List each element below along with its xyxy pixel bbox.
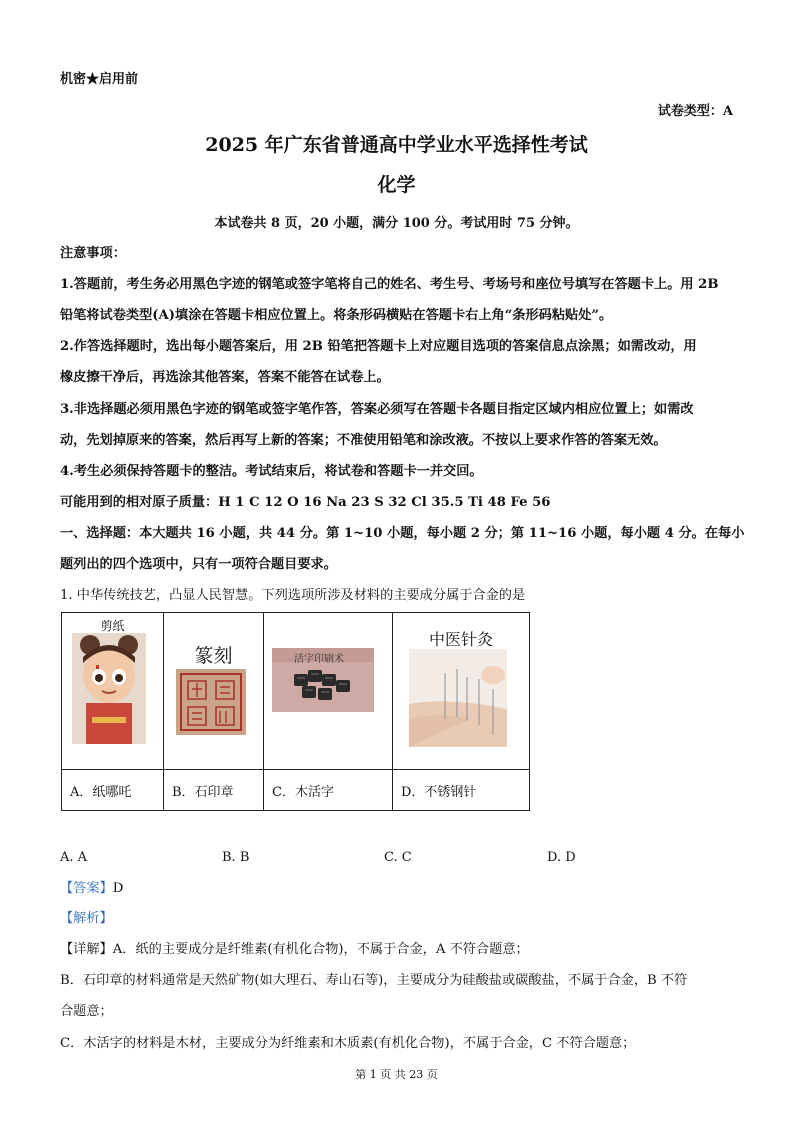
question-options-table <box>61 612 530 811</box>
detail-label: 【详解】 <box>60 942 113 957</box>
answer-value: D <box>112 881 124 896</box>
notice-line: 1.答题前，考生务必用黑色字迹的钢笔或签字笔将自己的姓名、考生号、考场号和座位号填写在答题卡上。用 2B <box>60 277 719 292</box>
detail-line: B．石印章的材料通常是天然矿物(如大理石、寿山石等)，主要成分为硅酸盐或碳酸盐，不属于合金，B 不符 <box>60 973 688 988</box>
choice-d[interactable]: D. D <box>547 850 576 865</box>
option-a-cell: A．纸哪吒 <box>62 770 164 811</box>
answer-line <box>60 881 123 897</box>
nezha-paper-figure-image <box>72 633 146 744</box>
option-d-cell: D．不锈钢针 <box>393 770 530 811</box>
detail-line <box>60 942 529 958</box>
image-cell-b <box>164 613 264 770</box>
exam-title: 2025 年广东省普通高中学业水平选择性考试 <box>205 134 588 156</box>
detail-line: 合题意； <box>60 1004 113 1019</box>
atomic-masses: 可能用到的相对原子质量：H 1 C 12 O 16 Na 23 S 32 Cl 35.5 Ti 48 Fe 56 <box>60 495 551 510</box>
section-instruction: 一、选择题：本大题共 16 小题，共 44 分。第 1~10 小题，每小题 2 分；第 11~16 小题，每小题 4 分。在每小 <box>60 526 745 541</box>
choice-a[interactable]: A. A <box>60 850 88 865</box>
notice-line: 4.考生必须保持答题卡的整洁。考试结束后，将试卷和答题卡一并交回。 <box>60 464 483 479</box>
analysis-label: 【解析】 <box>60 911 113 926</box>
confidential-mark: 机密★启用前 <box>60 72 139 87</box>
image-cell-a <box>62 613 164 770</box>
image-caption: 活字印刷术 <box>294 654 344 665</box>
subject-title: 化学 <box>377 174 416 196</box>
option-c-cell: C．木活字 <box>264 770 393 811</box>
detail-text: A．纸的主要成分是纤维素(有机化合物)，不属于合金，A 不符合题意； <box>112 942 529 957</box>
image-caption: 篆刻 <box>194 645 233 667</box>
image-cell-c <box>264 613 393 770</box>
acupuncture-needles-image <box>409 649 507 747</box>
notice-line: 动，先划掉原来的答案，然后再写上新的答案；不准使用铅笔和涂改液。不按以上要求作答的答案无效。 <box>60 433 667 448</box>
answer-label: 【答案】 <box>60 881 113 896</box>
page-number: 第 1 页 共 23 页 <box>355 1068 438 1081</box>
notice-line: 橡皮擦干净后，再选涂其他答案，答案不能答在试卷上。 <box>60 370 390 385</box>
section-instruction: 题列出的四个选项中，只有一项符合题目要求。 <box>60 557 337 572</box>
notice-line: 3.非选择题必须用黑色字迹的钢笔或签字笔作答，答案必须写在答题卡各题目指定区域内相应位置上；如需改 <box>60 402 694 417</box>
question-stem: 1. 中华传统技艺，凸显人民智慧。下列选项所涉及材料的主要成分属于合金的是 <box>60 588 526 603</box>
detail-line: C．木活字的材料是木材，主要成分为纤维素和木质素(有机化合物)，不属于合金，C 不符合题意； <box>60 1036 636 1051</box>
stone-seal-image <box>176 669 246 735</box>
image-cell-d <box>393 613 530 770</box>
image-caption: 剪纸 <box>100 619 125 633</box>
choice-c[interactable]: C. C <box>384 850 412 865</box>
exam-info: 本试卷共 8 页，20 小题，满分 100 分。考试用时 75 分钟。 <box>214 216 579 231</box>
notice-line: 2.作答选择题时，选出每小题答案后，用 2B 铅笔把答题卡上对应题目选项的答案信息点涂黑；如需改动，用 <box>60 339 697 354</box>
option-b-cell: B．石印章 <box>164 770 264 811</box>
choice-b[interactable]: B. B <box>222 850 250 865</box>
notice-line: 铅笔将试卷类型(A)填涂在答题卡相应位置上。将条形码横贴在答题卡右上角“条形码粘贴处”。 <box>60 308 613 323</box>
notice-heading: 注意事项： <box>60 246 126 261</box>
image-caption: 中医针灸 <box>428 630 493 649</box>
paper-type: 试卷类型：A <box>657 104 733 119</box>
